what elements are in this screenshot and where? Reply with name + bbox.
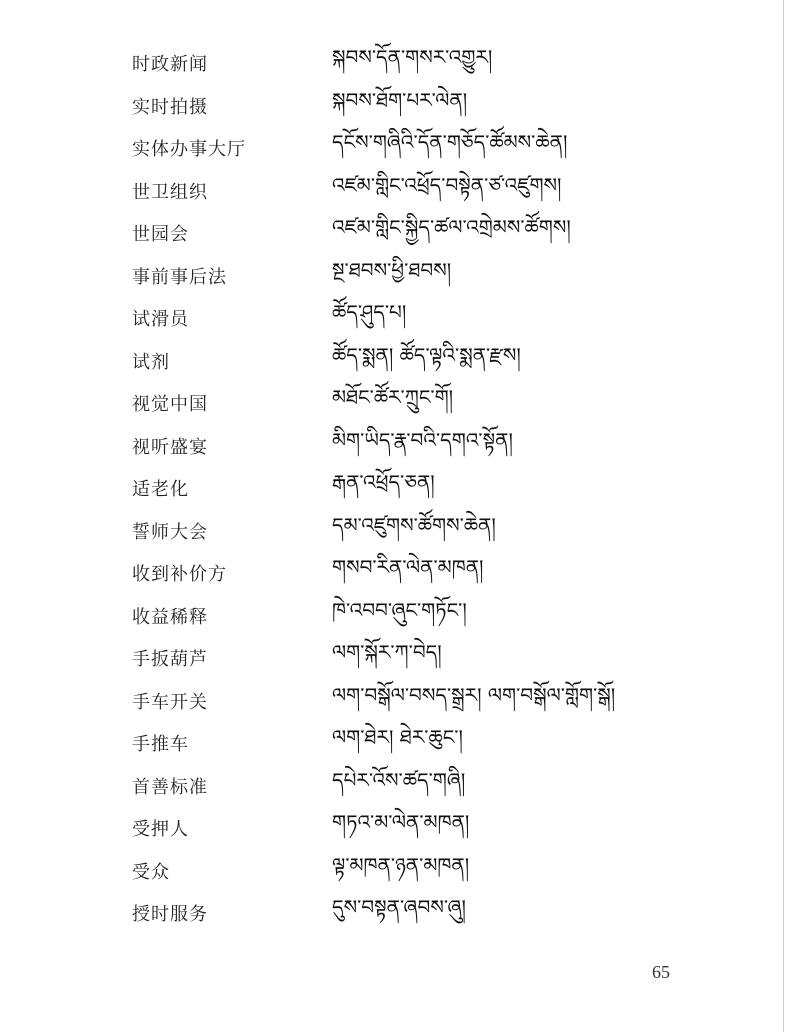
tibetan-term: དཔེར་འོས་ཚད་གཞི།	[332, 767, 466, 792]
tibetan-term: ཁེ་འབབ་ཞུང་གཏོང་།	[332, 597, 467, 622]
tibetan-term: ལྟ་མཁན་ཉན་མཁན།	[332, 852, 470, 877]
tibetan-term: རྒན་འཕྲོད་ཅན།	[332, 470, 435, 495]
glossary-row	[132, 595, 772, 638]
chinese-term: 受众	[132, 861, 170, 883]
tibetan-term: ལག་བསྒོལ་བསད་སྒྲར། ལག་བསྒོལ་གློག་སྒོ།	[332, 682, 616, 707]
chinese-term: 视觉中国	[132, 394, 208, 416]
chinese-term: 试滑员	[132, 309, 189, 331]
chinese-term: 收到补价方	[132, 564, 227, 586]
page-edge-divider	[783, 0, 784, 1032]
chinese-term: 手扳葫芦	[132, 649, 208, 671]
glossary-list	[132, 42, 772, 935]
chinese-term: 适老化	[132, 479, 189, 501]
chinese-term: 收益稀释	[132, 606, 208, 628]
glossary-row	[132, 212, 772, 255]
chinese-term: 时政新闻	[132, 54, 208, 76]
chinese-term: 首善标准	[132, 776, 208, 798]
chinese-term: 世园会	[132, 224, 189, 246]
glossary-row	[132, 892, 772, 935]
chinese-term: 实时拍摄	[132, 96, 208, 118]
tibetan-term: དམ་འཛུགས་ཚོགས་ཆེན།	[332, 512, 496, 537]
chinese-term: 试剂	[132, 351, 170, 373]
glossary-row	[132, 425, 772, 468]
tibetan-term: གཏའ་མ་ལེན་མཁན།	[332, 810, 470, 835]
chinese-term: 手车开关	[132, 691, 208, 713]
chinese-term: 视听盛宴	[132, 436, 208, 458]
tibetan-term: གསབ་རིན་ལེན་མཁན།	[332, 555, 484, 580]
tibetan-term: མཐོང་ཚོར་ཀྲུང་གོ།	[332, 385, 454, 410]
chinese-term: 实体办事大厅	[132, 139, 246, 161]
tibetan-term: དངོས་གཞིའི་དོན་གཅོད་ཚོམས་ཆེན།	[332, 130, 568, 155]
tibetan-term: སྐབས་དོན་གསར་འགྱུར།	[332, 45, 493, 70]
tibetan-term: སྔ་ཐབས་ཕྱི་ཐབས།	[332, 257, 452, 282]
chinese-term: 誓师大会	[132, 521, 208, 543]
chinese-term: 事前事后法	[132, 266, 227, 288]
chinese-term: 受押人	[132, 819, 189, 841]
tibetan-term: མིག་ཡིད་རྣ་བའི་དགའ་སྟོན།	[332, 427, 513, 452]
tibetan-term: འཛམ་གླིང་སྐྱིད་ཚལ་འགྲེམས་ཚོགས།	[332, 215, 571, 240]
chinese-term: 世卫组织	[132, 181, 208, 203]
chinese-term: 手推车	[132, 734, 189, 756]
tibetan-term: འཛམ་གླིང་འཕྲོད་བསྟེན་ཙ་འཛུགས།	[332, 172, 562, 197]
tibetan-term: ཚོད་ཤུད་པ།	[332, 300, 407, 325]
tibetan-term: ལག་སྐོར་ཀ་བེད།	[332, 640, 442, 665]
tibetan-term: དུས་བསྟན་ཞབས་ཞུ།	[332, 895, 466, 920]
tibetan-term: ལག་ཐེར། ཐེར་ཆུང་།	[332, 725, 463, 750]
chinese-term: 授时服务	[132, 904, 208, 926]
page-number: 65	[652, 962, 670, 982]
tibetan-term: ཚོད་སྨན། ཚོད་ལྟའི་སྨན་རྫས།	[332, 342, 521, 367]
tibetan-term: སྐབས་ཐོག་པར་ལེན།	[332, 87, 468, 112]
